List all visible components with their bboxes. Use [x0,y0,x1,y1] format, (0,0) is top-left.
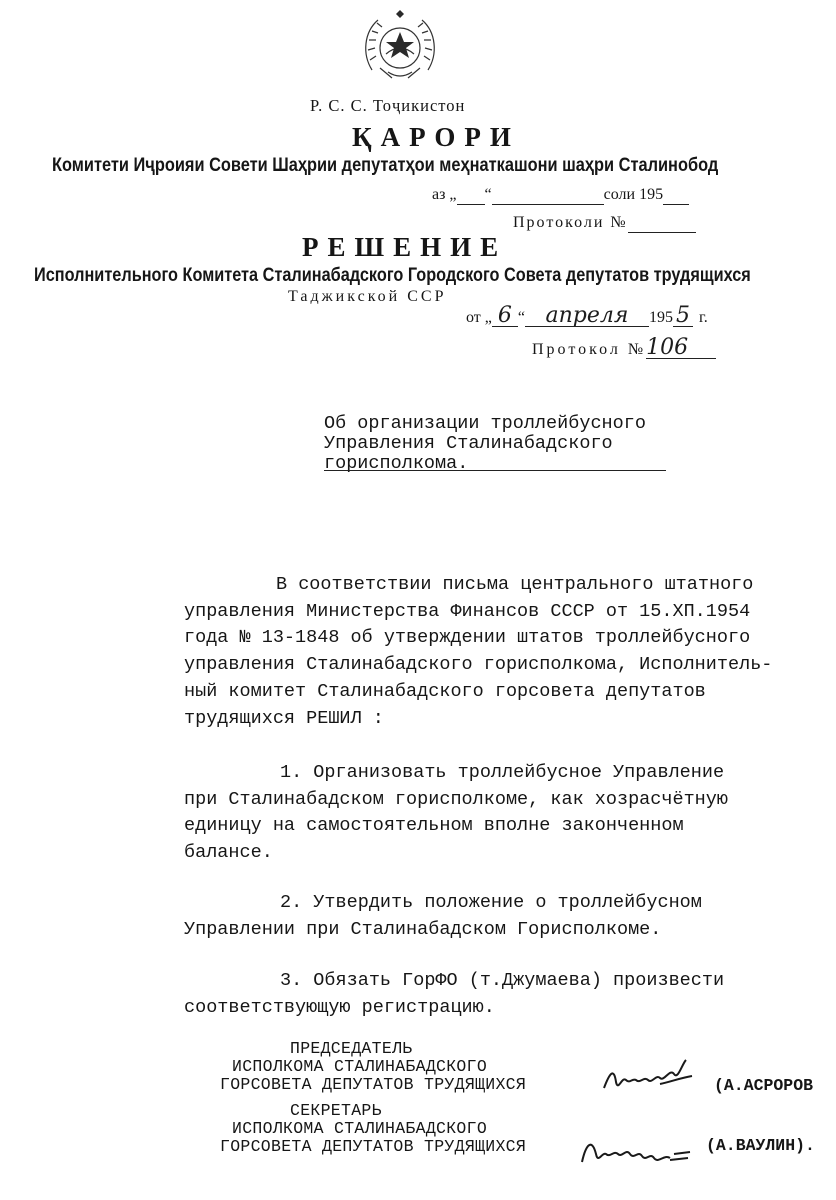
tajik-date-line [432,186,689,205]
secretary-signature-icon [578,1124,696,1178]
item-line: единицу на самостоятельном вполне законченном [184,815,684,837]
item-line: при Сталинабадском горисполкоме, как хозрасчётную [184,788,728,810]
secretary-block [220,1102,526,1156]
secretary-title-line: СЕКРЕТАРЬ [290,1101,382,1120]
russian-protocol-label: Протокол № [532,341,647,358]
chairman-signature-icon [600,1054,700,1100]
preamble-line: управления Министерства Финансов СССР от 15.ХП.1954 [184,600,751,622]
chairman-block [220,1040,526,1094]
decision-item-2 [184,890,702,943]
tajik-date-year-blank [663,186,689,205]
tajik-committee: Комитети Иҷроияи Совети Шаҳрии депутатҳои меҳнаткашони шаҳри Сталинобод [52,154,719,176]
tajik-date-suffix: соли 195 [603,186,664,203]
item-line: 3. Обязать ГорФО (т.Джумаева) произвести [280,970,725,991]
russian-protocol-number: 106 [646,338,716,359]
preamble-line: года № 13-1848 об утверждении штатов троллейбусного [184,627,751,649]
tajik-date-month-blank [492,186,604,205]
subject-block [324,414,646,474]
russian-committee: Исполнительного Комитета Сталинабадского Городского Совета депутатов трудящихся [34,264,751,286]
item-line: 2. Утвердить положение о троллейбусном [280,892,702,913]
secretary-name: (А.ВАУЛИН). [706,1136,815,1155]
russian-republic: Таджикской ССР [288,288,447,305]
russian-protocol-line [532,335,716,360]
decision-item-1 [184,760,728,867]
chairman-name: (А.АСРОРОВ [714,1076,814,1095]
russian-date-mid: “ [517,309,525,326]
russian-date-prefix: от „ [466,309,492,326]
russian-date-suffix: г. [699,309,708,326]
subject-line: горисполкома. [324,453,469,474]
republic-line: Р. С. С. Тоҷикистон [310,96,466,115]
subject-line: Об организации троллейбусного [324,413,646,434]
tajik-title: ҚАРОРИ [352,122,520,152]
preamble-line: трудящихся РЕШИЛ : [184,707,384,729]
subject-line: Управления Сталинабадского [324,433,613,454]
tajik-protocol-blank [628,214,696,233]
subject-underline [324,470,666,471]
chairman-title-line: ПРЕДСЕДАТЕЛЬ [290,1039,413,1058]
item-line: балансе. [184,842,273,864]
preamble [184,572,772,732]
russian-date-line [466,303,708,328]
preamble-line: управления Сталинабадского горисполкома, Исполнитель- [184,654,773,676]
secretary-title-line: ИСПОЛКОМА СТАЛИНАБАДСКОГО [232,1119,488,1138]
tajik-protocol-line [513,214,696,233]
russian-date-day: 6 [492,306,518,327]
item-line: Управлении при Сталинабадском Горисполкоме. [184,918,662,940]
secretary-title-line: ГОРСОВЕТА ДЕПУТАТОВ ТРУДЯЩИХСЯ [220,1137,527,1156]
tajik-date-prefix: аз „ [432,186,457,203]
russian-date-year-digit: 5 [673,306,693,327]
item-line: соответствующую регистрацию. [184,996,495,1018]
russian-date-month: апреля [525,306,649,327]
tajik-date-day-blank [457,186,485,205]
tajik-date-mid: “ [484,186,492,203]
preamble-line: ный комитет Сталинабадского горсовета депутатов [184,680,706,702]
chairman-title-line: ИСПОЛКОМА СТАЛИНАБАДСКОГО [232,1057,488,1076]
state-emblem-icon [358,8,442,92]
russian-title: РЕШЕНИЕ [302,232,508,262]
item-line: 1. Организовать троллейбусное Управление [280,762,725,783]
russian-date-year-prefix: 195 [649,309,673,326]
preamble-line: В соответствии письма центрального штатного [276,574,754,595]
tajik-protocol-label: Протоколи № [513,214,628,231]
chairman-title-line: ГОРСОВЕТА ДЕПУТАТОВ ТРУДЯЩИХСЯ [220,1075,527,1094]
decision-item-3 [184,968,724,1021]
